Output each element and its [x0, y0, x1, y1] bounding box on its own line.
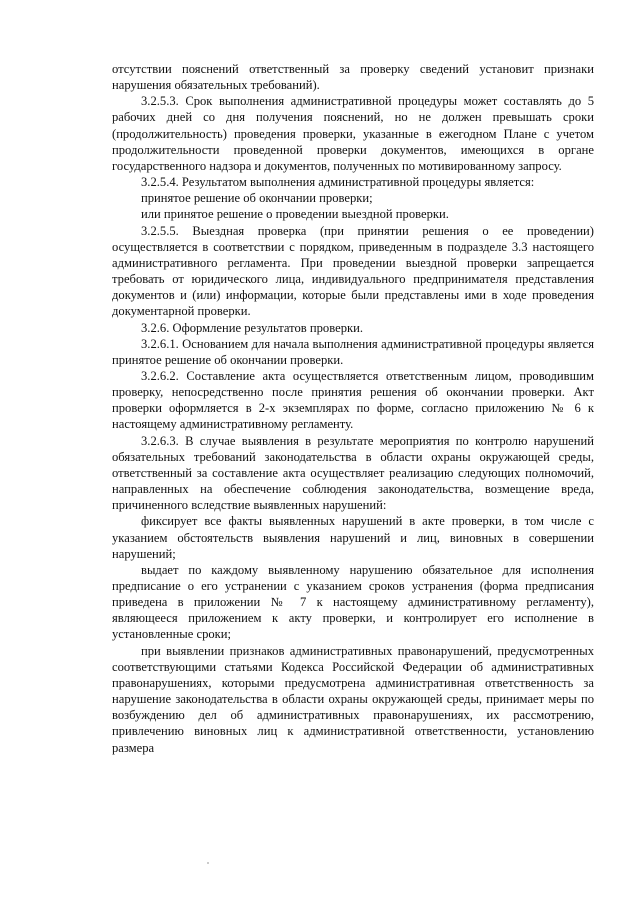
section-heading-3-2-6: 3.2.6. Оформление результатов проверки. — [141, 320, 363, 335]
paragraph-3-2-5-5: 3.2.5.5. Выездная проверка (при принятии решения о ее проведении) осуществляется в соответствии с порядком, приведенным в подразделе 3.3 настоящего административного регламента. При проведении выездной проверки запрещается требовать от юридического лица, индивидуального предпринимателя представления документов и (или) информации, которые были представлены ими в ходе проведения документарной проверки. — [112, 223, 594, 319]
list-item-record-violations: фиксирует все факты выявленных нарушений в акте проверки, в том числе с указанием обстоятельств выявления нарушений и лиц, виновных в совершении нарушений; — [112, 514, 594, 561]
paragraph-3-2-6-2: 3.2.6.2. Составление акта осуществляется ответственным лицом, проводившим проверку, непосредственно после принятия решения об окончании проверки. Акт проверки оформляется в 2-х экземплярах по форме, согласно приложению № 6 к настоящему административному регламенту. — [112, 368, 594, 432]
list-item-decision-end: принятое решение об окончании проверки; — [141, 191, 373, 206]
list-item-administrative-offenses: при выявлении признаков административных правонарушений, предусмотренных соответствующими статьями Кодекса Российской Федерации об административных правонарушениях, которыми предусмотрена административная ответственность за нарушение законодательства в области охраны окружающей среды, принимает меры по возбуждению дел об административных правонарушениях, их рассмотрению, привлечению виновных лиц к административной ответственности, установлению размера — [112, 643, 594, 755]
list-item-issue-order: выдает по каждому выявленному нарушению обязательное для исполнения предписание о его устранении с указанием сроков устранения (форма предписания приведена в приложении № 7 к настоящему административному регламенту), являющееся приложением к акту проверки, и контролирует его исполнение в установленные сроки; — [112, 562, 594, 642]
paragraph-3-2-5-3: 3.2.5.3. Срок выполнения административной процедуры может составлять до 5 рабочих дней со дня получения пояснений, но не должен превышать сроки (продолжительность) проведения проверки, указанные в ежегодном Плане с учетом продолжительности проведенной проверки документов, имеющихся в органе государственного надзора и документов, полученных по мотивированному запросу. — [112, 94, 594, 173]
paragraph-3-2-6-3: 3.2.6.3. В случае выявления в результате мероприятия по контролю нарушений обязательных требований законодательства в области охраны окружающей среды, ответственный за составление акта осуществляет реализацию следующих полномочий, направленных на обеспечение соблюдения законодательства, возмещение вреда, причиненного вследствие выявленных нарушений: — [112, 433, 594, 513]
document-body — [112, 61, 594, 756]
paragraph-3-2-6-1: 3.2.6.1. Основанием для начала выполнения административной процедуры является принятое решение об окончании проверки. — [112, 336, 594, 367]
paragraph-continuation: отсутствии пояснений ответственный за проверку сведений установит признаки нарушения обязательных требований). — [112, 62, 594, 93]
paragraph-3-2-5-4: 3.2.5.4. Результатом выполнения административной процедуры является: — [141, 175, 535, 190]
scan-speck — [207, 862, 209, 864]
list-item-decision-onsite: или принятое решение о проведении выездной проверки. — [141, 207, 449, 222]
